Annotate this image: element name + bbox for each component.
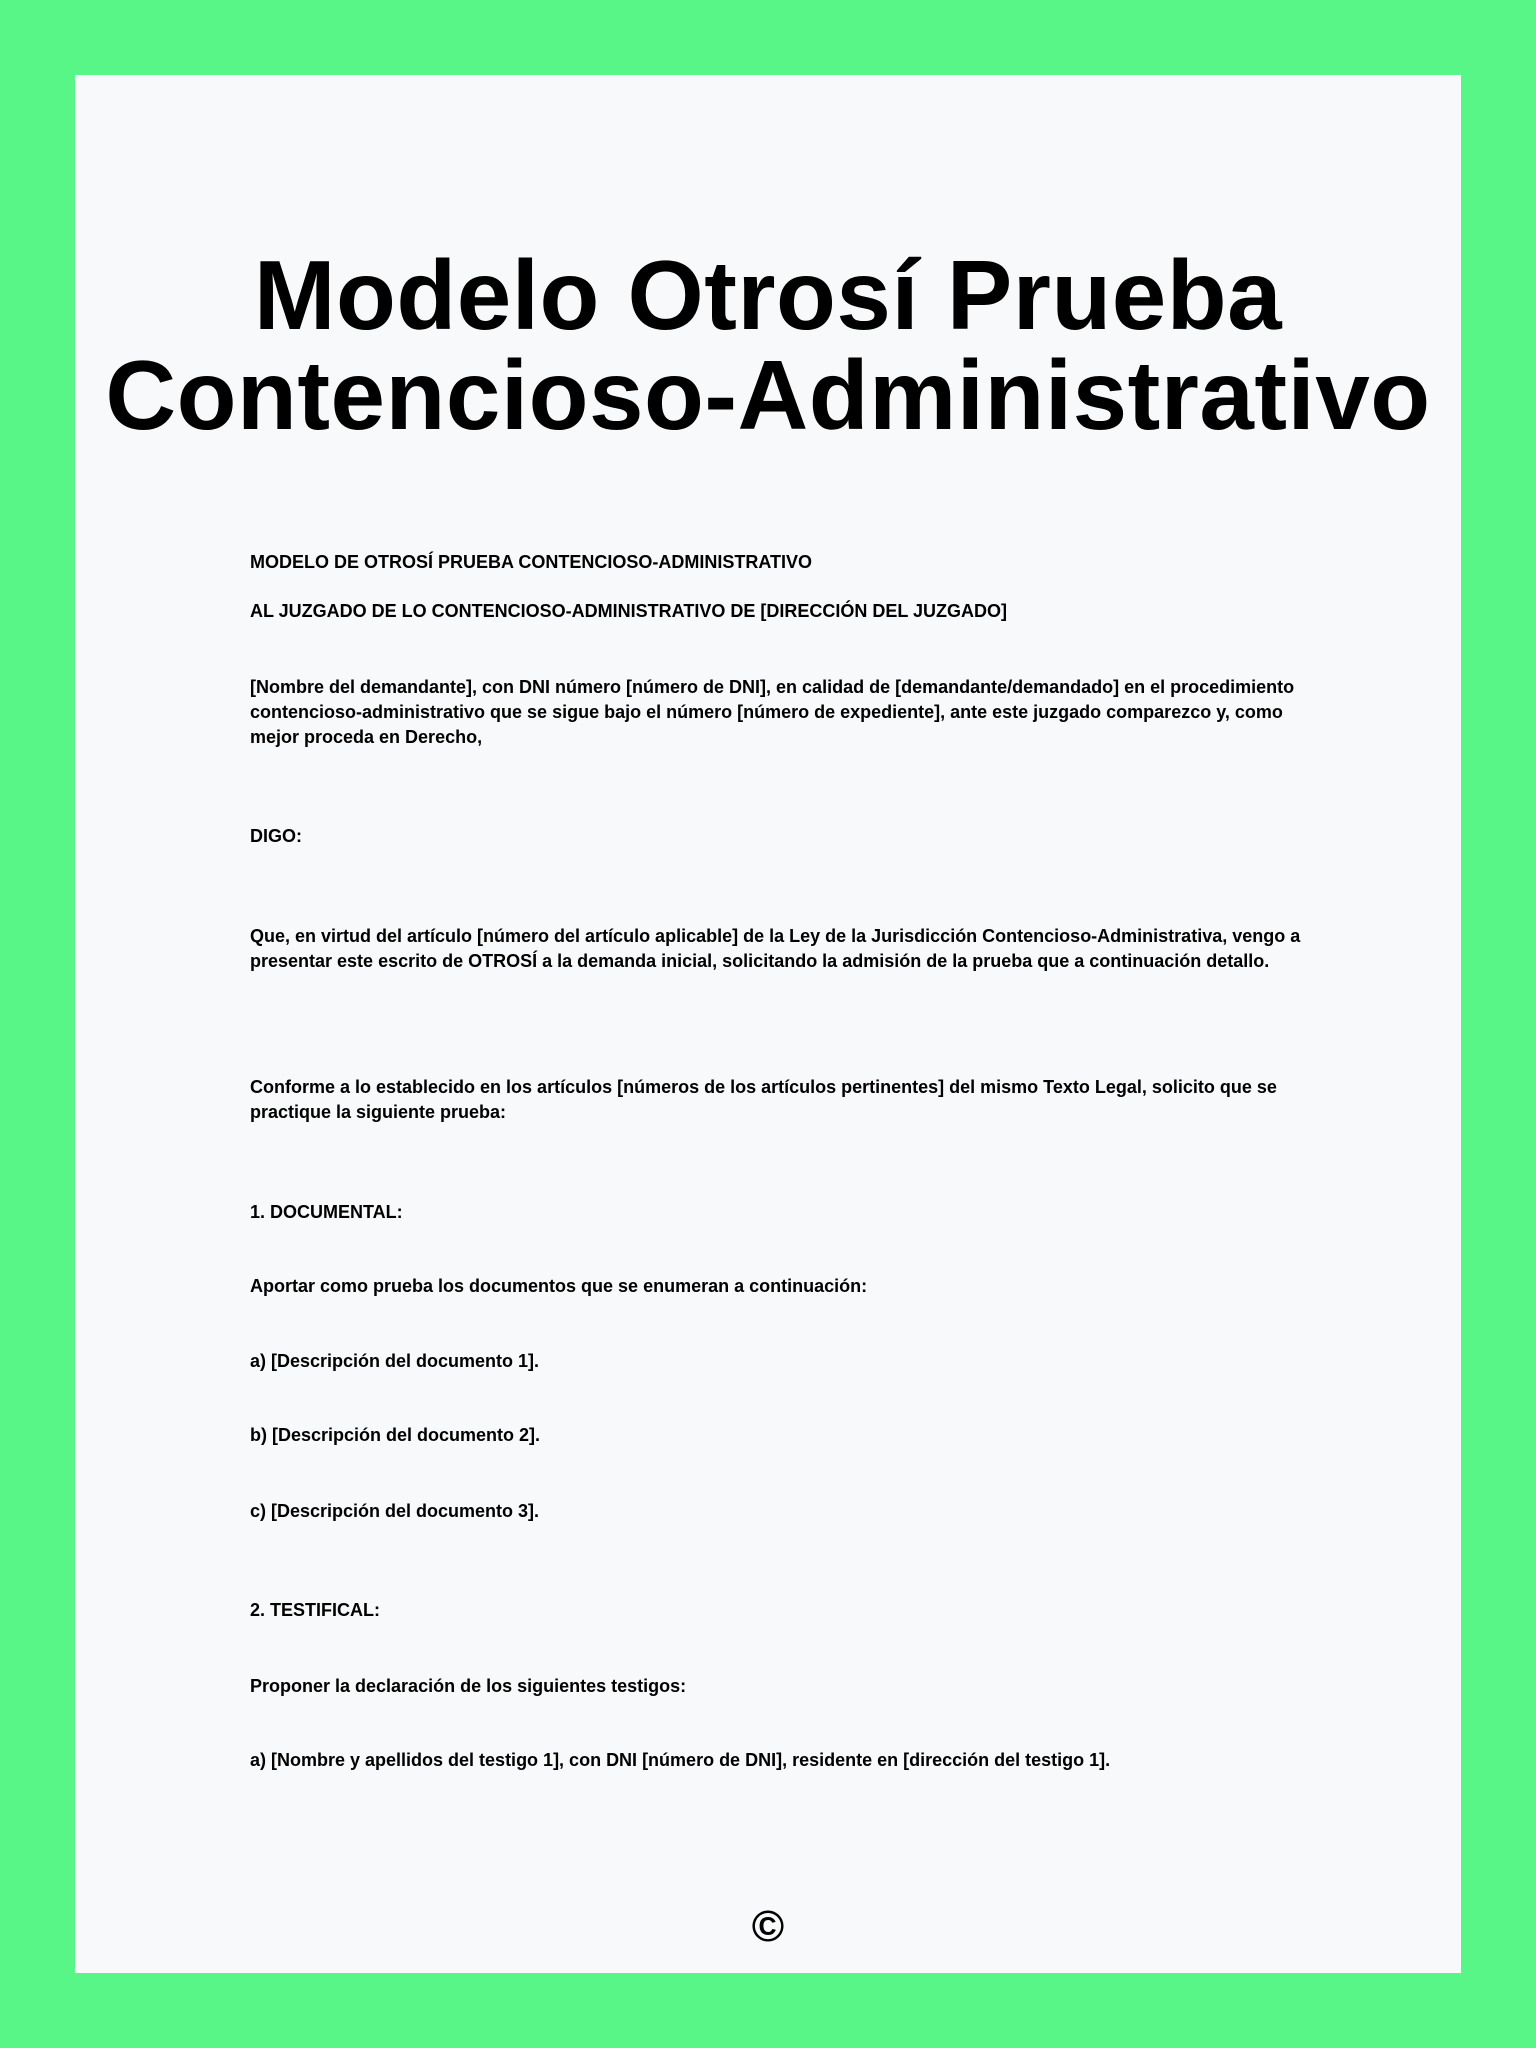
copyright-icon: © bbox=[751, 1902, 785, 1951]
otrosi-paragraph: Que, en virtud del artículo [número del artículo aplicable] de la Ley de la Jurisdicción Contencioso-Administrativa, vengo a presentar este escrito de OTROSÍ a la demanda inicial, solicitando la admisión de la prueba que a continuación detallo. bbox=[250, 926, 1301, 971]
plaintiff-paragraph: [Nombre del demandante], con DNI número [número de DNI], en calidad de [demandante/demandado] en el procedimiento contencioso-administrativo que se sigue bajo el número [número de expediente], ante este juzgado comparezco y, como mejor proceda en Derecho, bbox=[250, 677, 1295, 747]
testifical-intro: Proponer la declaración de los siguientes testigos: bbox=[250, 1676, 687, 1696]
court-address: AL JUZGADO DE LO CONTENCIOSO-ADMINISTRATIVO DE [DIRECCIÓN DEL JUZGADO] bbox=[250, 601, 1008, 621]
list-item: a) [Descripción del documento 1]. bbox=[250, 1351, 540, 1371]
testifical-heading: 2. TESTIFICAL: bbox=[250, 1600, 380, 1620]
list-item: b) [Descripción del documento 2]. bbox=[250, 1425, 541, 1445]
conforme-paragraph: Conforme a lo establecido en los artículos [números de los artículos pertinentes] del mismo Texto Legal, solicito que se practique la siguiente prueba: bbox=[250, 1077, 1277, 1122]
documental-intro: Aportar como prueba los documentos que se enumeran a continuación: bbox=[250, 1276, 868, 1296]
title-line-1: Modelo Otrosí Prueba bbox=[253, 240, 1283, 350]
document-heading: MODELO DE OTROSÍ PRUEBA CONTENCIOSO-ADMINISTRATIVO bbox=[250, 552, 813, 572]
title-line-2: Contencioso-Administrativo bbox=[105, 340, 1431, 450]
list-item: c) [Descripción del documento 3]. bbox=[250, 1501, 540, 1521]
document-page bbox=[75, 75, 1461, 1973]
list-item: a) [Nombre y apellidos del testigo 1], con DNI [número de DNI], residente en [dirección del testigo 1]. bbox=[250, 1750, 1111, 1770]
digo-heading: DIGO: bbox=[250, 826, 302, 846]
documental-heading: 1. DOCUMENTAL: bbox=[250, 1202, 403, 1222]
document-title bbox=[75, 240, 1461, 450]
